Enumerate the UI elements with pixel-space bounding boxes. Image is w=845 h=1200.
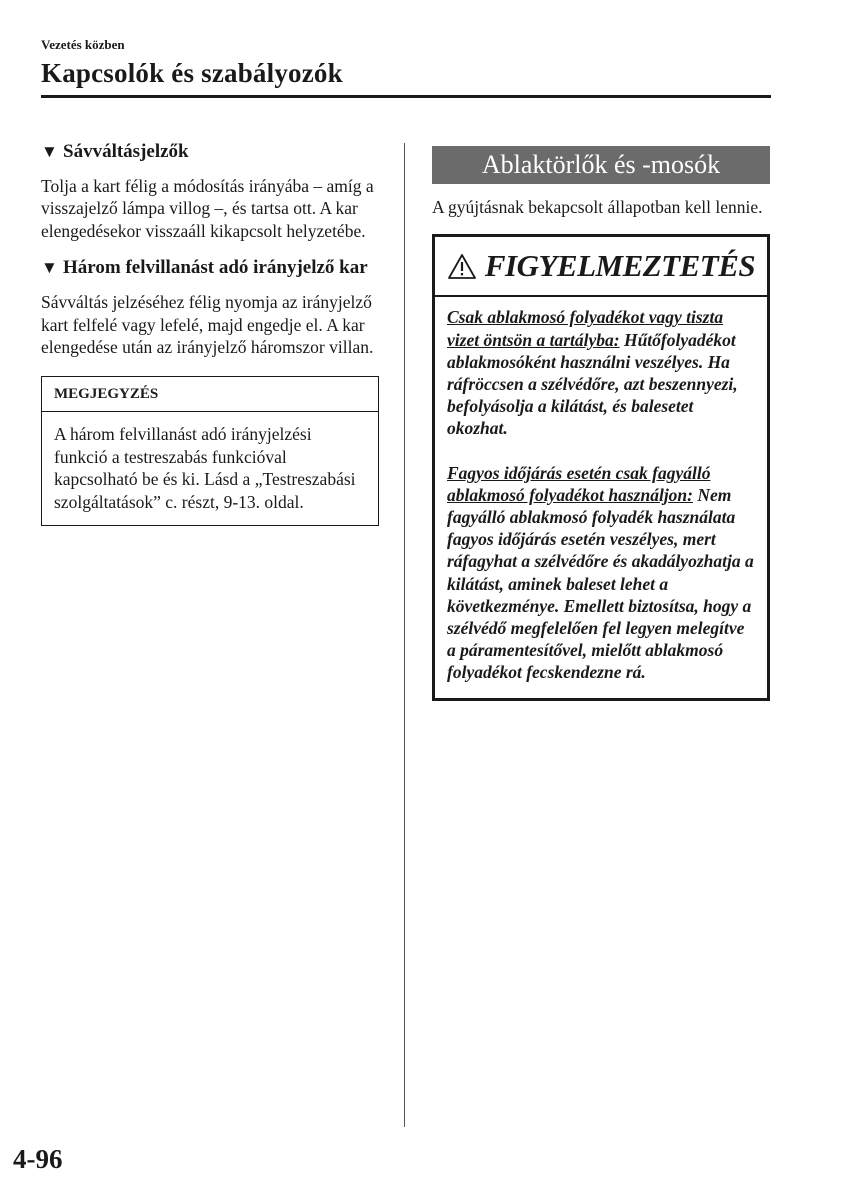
left-column [41, 140, 379, 526]
right-column [432, 146, 770, 701]
warning-block-freezing [447, 462, 755, 684]
warning-block-text: Hűtőfolyadékot ablakmosóként használni veszélyes. Ha ráfröccsen a szélvédőre, azt beszennyezi, befolyásolja a kilátást, és balesetet okozhat. [447, 329, 738, 439]
subsection-title: Három felvillanást adó irányjelző kar [63, 257, 368, 279]
triangle-down-icon: ▼ [41, 142, 58, 161]
warning-block-heading: Csak ablakmosó folyadékot vagy tiszta vizet öntsön a tartályba: [447, 307, 724, 350]
warning-block-text: Nem fagyálló ablakmosó folyadék használata fagyos időjárás esetén veszélyes, mert ráfagyhat a szélvédőre és akadályozhatja a kilátást, aminek baleset lehet a következménye. Emellett biztosítsa, hogy a szélvédő megfelelően fel legyen melegítve a páramentesítővel, mielőtt ablakmosó folyadékot fecskendezne rá. [447, 484, 754, 683]
subsection-heading-three-flash [41, 256, 379, 279]
triangle-down-icon: ▼ [41, 258, 58, 278]
page-title: Kapcsolók és szabályozók [41, 58, 343, 88]
warning-block-coolant [447, 306, 755, 439]
column-divider [404, 143, 405, 1127]
warning-header [435, 237, 767, 297]
warning-block-heading: Fagyos időjárás esetén csak fagyálló ablakmosó folyadékot használjon: [447, 462, 711, 505]
warning-body [435, 297, 767, 697]
intro-paragraph: A gyújtásnak bekapcsolt állapotban kell lennie. [432, 197, 763, 217]
subsection-title: Sávváltásjelzők [63, 141, 189, 162]
three-flash-paragraph: Sávváltás jelzéséhez félig nyomja az irányjelző kart felfelé vagy lefelé, majd engedje el. A kar elengedése után az irányjelző háromszor villan. [41, 292, 374, 358]
note-text: A három felvillanást adó irányjelzési funkció a testreszabás funkcióval kapcsolható be és ki. Lásd a „Testreszabási szolgáltatások” c. részt, 9-13. oldal. [54, 424, 356, 512]
header-rule [41, 95, 771, 98]
warning-box [432, 234, 770, 700]
running-header-section: Vezetés közben [41, 37, 125, 52]
note-title: MEGJEGYZÉS [42, 377, 378, 412]
warning-title: FIGYELMEZTETÉS [484, 248, 756, 284]
page-number: 4-96 [13, 1144, 63, 1174]
subsection-heading-lane-change [41, 140, 379, 163]
warning-triangle-icon [447, 253, 477, 280]
lane-change-paragraph: Tolja a kart félig a módosítás irányába – amíg a visszajelző lámpa villog –, és tartsa ott. A kar elengedésekor visszaáll kikapcsolt helyzetébe. [41, 176, 374, 241]
note-box [41, 376, 379, 526]
section-title-bar: Ablaktörlők és -mosók [432, 146, 770, 184]
